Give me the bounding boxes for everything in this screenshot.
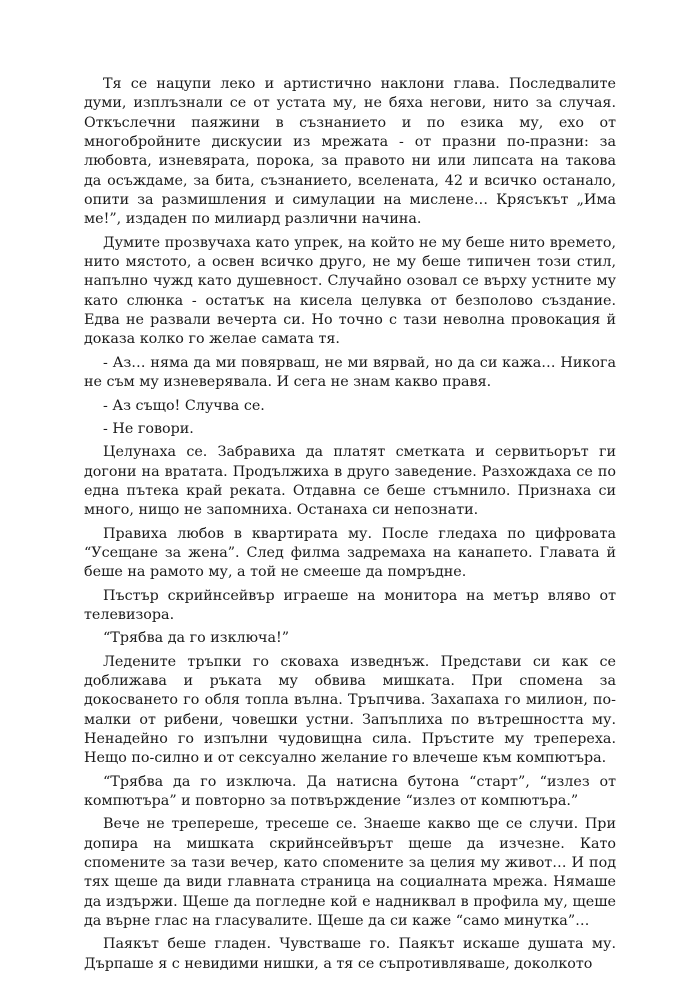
paragraph: Пъстър скрийнсейвър играеше на монитора на метър вляво от телевизора. [84, 587, 616, 623]
paragraph: Вече не трепереше, тресеше се. Знаеше какво ще се случи. При допира на мишката скрийнсейвърът щеше да изчезне. Като спомените за тази вечер, като спомените за целия му живот… И под тях щеше да види главната страница на социалната мрежа. Нямаше да издържи. Щеше да погледне кой е надниквал в профила му, щеше да върне глас на гласувалите. Щеше да си каже “само минутка”… [84, 816, 616, 930]
paragraph: Правиха любов в квартирата му. После гледаха по цифровата “Усещане за жена”. След филма задремаха на канапето. Главата й беше на рамото му, а той не смееше да помръдне. [84, 525, 616, 581]
paragraph: - Не говори. [103, 420, 194, 437]
paragraph: Ледените тръпки го сковаха изведнъж. Представи си как се доближава и ръката му обвива мишката. При спомена за докосването го обля топла вълна. Тръпчива. Захапаха го милион, по-малки от рибени, човешки устни. Запъплиха по вътрешността му. Ненадейно го изпълни чудовищна сила. Пръстите му трепереха. Нещо по-силно и от сексуално желание го влечеше към компютъра. [84, 653, 616, 767]
paragraph: - Аз също! Случва се. [103, 397, 265, 414]
body-text [84, 75, 616, 974]
paragraph: Паякът беше гладен. Чувстваше го. Паякът искаше душата му. Дърпаше я с невидими нишки, а тя се съпротивляваше, доколкото [84, 936, 616, 972]
paragraph: “Трябва да го изключа!” [103, 630, 290, 647]
paragraph: “Трябва да го изключа. Да натисна бутона “старт”, “излез от компютъра” и повторно за потвърждение “излез от компютъра.” [84, 773, 616, 810]
paragraph: Тя се нацупи леко и артистично наклони глава. Последвалите думи, изплъзнали се от устата му, не бяха негови, нито за случая. Откъслечни паяжини в съзнанието и по езика му, ехо от многобройните дискусии из мрежата - от празни по-празни: за любовта, изневярата, порока, за правото ни или липсата на такова да осъждаме, за бита, съзнанието, вселената, 42 и всичко останало, опити за размишления и симулации на мислене… Крясъкът „Има ме!”, издаден по милиард различни начина. [84, 76, 616, 228]
paragraph: - Аз… няма да ми повярваш, не ми вярвай, но да си кажа… Никога не съм му изневерявала. И сега не знам какво правя. [84, 354, 616, 391]
paragraph: Думите прозвучаха като упрек, на който не му беше нито времето, нито мястото, а освен всичко друго, не му беше типичен този стил, напълно чужд като душевност. Случайно озовал се върху устните му като слюнка - остатък на кисела целувка от безполово създание. Едва не развали вечерта си. Но точно с тази неволна провокация й доказа колко го желае самата тя. [84, 234, 616, 348]
paragraph: Целунаха се. Забравиха да платят сметката и сервитьорът ги догони на вратата. Продължиха в друго заведение. Разхождаха се по една пътека край реката. Отдавна се беше стъмнило. Признаха си много, нищо не запомниха. Останаха си непознати. [84, 444, 616, 519]
